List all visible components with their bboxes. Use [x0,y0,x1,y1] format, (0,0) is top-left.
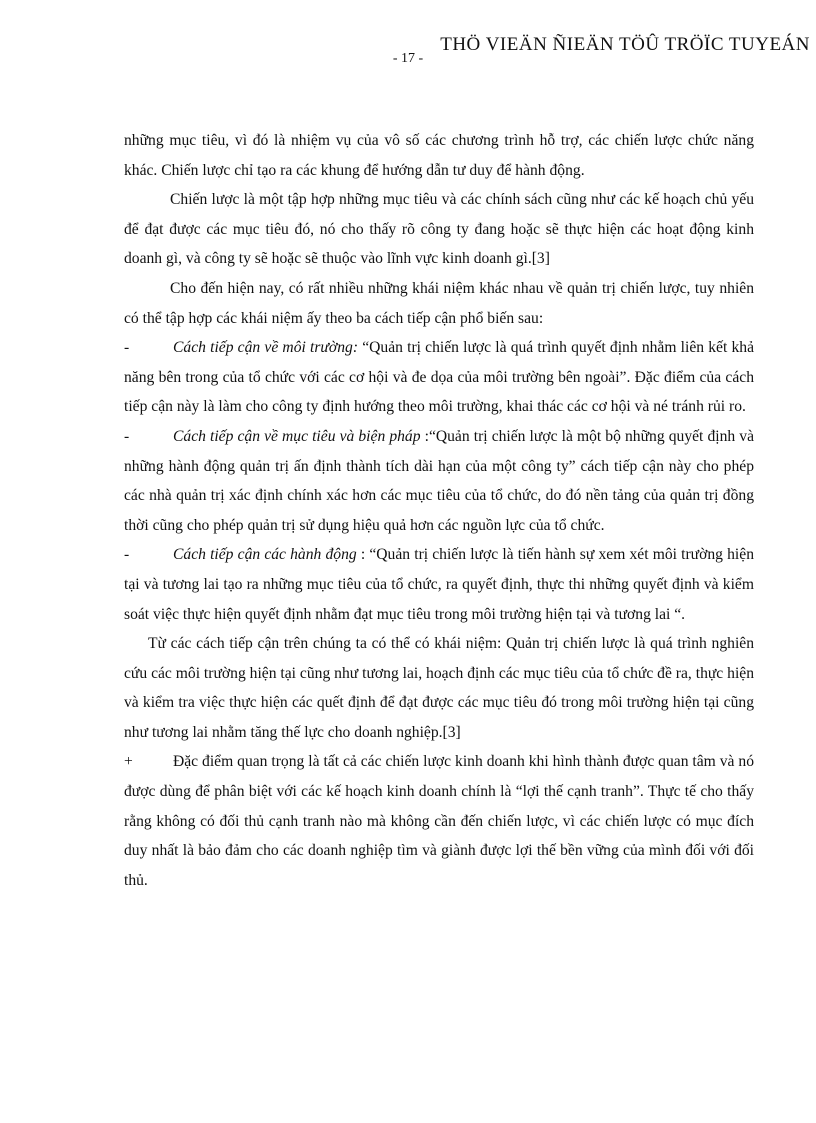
list-bullet: - [124,339,130,357]
list-bullet: - [124,546,130,564]
page-number: - 17 - [392,51,424,66]
list-bullet: + [124,753,133,771]
list-bullet: - [124,427,130,445]
paragraph-1: những mục tiêu, vì đó là nhiệm vụ của vô số các chương trình hỗ trợ, các chiến lược chức năng khác. Chiến lược chỉ tạo ra các khung để hướng dẫn tư duy để hành động. [124,132,754,179]
list-item-title: Cách tiếp cận các hành động [173,546,357,564]
list-item-text: “Quản trị chiến lược là quá trình quyết định nhằm liên kết khả năng bên trong của tổ chức với các cơ hội và đe dọa của môi trường bên ngoài”. Đặc điểm của cách tiếp cận này là làm cho công ty định hướng theo môi trường, khai thác các cơ hội và né tránh rủi ro. [124,339,754,416]
list-item-title: Cách tiếp cận về mục tiêu và biện pháp [173,427,421,445]
list-item-environment [124,333,754,422]
list-item-text: : “Quản trị chiến lược là tiến hành sự xem xét môi trường hiện tại và tương lai tạo ra những mục tiêu của tổ chức, ra quyết định, thực thi những quyết định và kiểm soát việc thực hiện quyết định nhằm đạt mục tiêu trong môi trường hiện tại và tương lai “. [124,546,754,623]
paragraph-2: Chiến lược là một tập hợp những mục tiêu và các chính sách cũng như các kế hoạch chủ yếu để đạt được các mục tiêu đó, nó cho thấy rõ công ty đang hoặc sẽ thực hiện các hoạt động kinh doanh gì, và công ty sẽ hoặc sẽ thuộc vào lĩnh vực kinh doanh gì.[3] [124,191,754,268]
paragraph-3: Cho đến hiện nay, có rất nhiều những khái niệm khác nhau về quản trị chiến lược, tuy nhiên có thể tập hợp các khái niệm ấy theo ba cách tiếp cận phổ biến sau: [124,279,754,327]
list-item-objectives [124,422,754,540]
header-brand: THÖ VIEÄN ÑIEÄN TÖÛ TRÖÏC TUYEÁN [440,34,810,55]
paragraph-5-text: Đặc điểm quan trọng là tất cả các chiến lược kinh doanh khi hình thành được quan tâm và nó được dùng để phân biệt với các kế hoạch kinh doanh chính là “lợi thế cạnh tranh”. Thực tế cho thấy rằng không có đối thủ cạnh tranh nào mà không cần đến chiến lược, vì các chiến lược có mục đích duy nhất là bảo đảm cho các doanh nghiệp tìm và giành được lợi thế bền vững của mình đối với đối thủ. [124,753,754,889]
list-item-actions [124,540,754,629]
document-body [124,126,754,895]
paragraph-5 [124,747,754,895]
paragraph-4: Từ các cách tiếp cận trên chúng ta có thể có khái niệm: Quản trị chiến lược là quá trình nghiên cứu các môi trường hiện tại cũng như tương lai, hoạch định các mục tiêu của tổ chức đề ra, thực hiện và kiểm tra việc thực hiện các quết định để đạt được các mục tiêu đó trong môi trường hiện tại cũng như tương lai nhằm tăng thế lực cho doanh nghiệp.[3] [124,635,754,741]
list-item-title: Cách tiếp cận về môi trường: [173,339,359,357]
list-item-text: :“Quản trị chiến lược là một bộ những quyết định và những hành động quản trị ấn định thành tích dài hạn của một công ty” cách tiếp cận này cho phép các nhà quản trị xác định chính xác hơn các mục tiêu của tổ chức, do đó nền tảng của quản trị đồng thời cũng cho phép quản trị sử dụng hiệu quả hơn các nguồn lực của tổ chức. [124,427,754,534]
